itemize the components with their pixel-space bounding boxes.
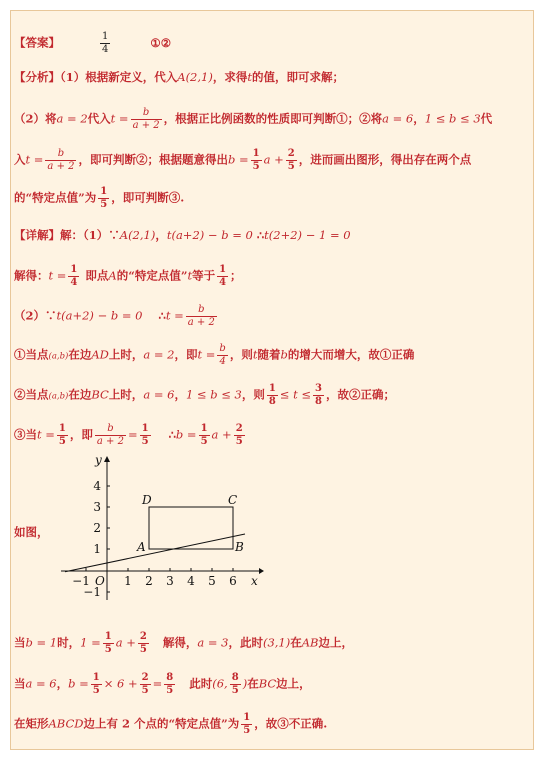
x-tick-label: 6 [229, 574, 237, 588]
analysis-line-4: 的“特定点值”为 $\frac{1}{5}$ ，即可判断③. [14, 186, 185, 210]
analysis-line-2: （2）将a = 2代入t = $\frac{b}{a + 2}$ ，根据正比例函数的性质即可判断①；②将a = 6，1 ≤ b ≤ 3代 [14, 107, 493, 131]
x-tick-label: 5 [208, 574, 216, 588]
solution-line-4: ①当点(a,b)在边AD上时，a = 2，即t = $\frac{b}{4}$ ，则t随着b的增大而增大，故①正确 [14, 343, 415, 367]
x-axis-label: x [251, 574, 258, 588]
solution-line-8: 当a = 6，b = $\frac{1}{5}$ × 6 + $\frac{2}{5}$ = $\frac{8}{5}$ 此时(6, $\frac{8}{5}$ )在BC边上， [14, 672, 311, 696]
solution-line-3: （2）∵t(a+2) − b = 0 ∴t = $\frac{b}{a + 2}$ [14, 304, 215, 328]
origin-label: O [95, 574, 105, 588]
x-tick-label: 1 [124, 574, 132, 588]
y-tick-label: −1 [83, 585, 101, 599]
answer-tag: 【答案】 [14, 35, 60, 50]
figure-caption: 如图， [14, 525, 49, 539]
solution-line-9: 在矩形ABCD边上有 2 个点的“特定点值”为 $\frac{1}{5}$ ，故③不正确. [14, 712, 328, 736]
x-axis-arrow [259, 568, 264, 574]
y-axis-label: y [95, 453, 102, 467]
answer-line [14, 31, 171, 56]
x-tick-label: 4 [187, 574, 195, 588]
analysis-line-3: 入t = $\frac{b}{a + 2}$ ，即可判断②；根据题意得出b = $\frac{1}{5}$ a + $\frac{2}{5}$ ，进而画出图形，得出存在两个点 [14, 148, 472, 172]
vertex-b-label: B [235, 540, 244, 554]
solution-line-5: ②当点(a,b)在边BC上时，a = 6，1 ≤ b ≤ 3，则 $\frac{1}{8}$ ≤ t ≤ $\frac{3}{8}$ ，故②正确； [14, 383, 395, 407]
analysis-line-1: 【分析】（1）根据新定义，代入A(2,1)，求得t的值，即可求解； [14, 70, 344, 84]
rectangle-abcd [149, 507, 233, 549]
y-axis-arrow [104, 456, 110, 462]
vertex-c-label: C [228, 493, 238, 507]
solution-tag: 【详解】解： [14, 228, 83, 242]
x-tick-label: 2 [145, 574, 153, 588]
analysis-tag: 【分析】 [14, 70, 60, 84]
answer-value-2: ①② [150, 35, 172, 50]
solution-line-2: 解得：t = $\frac{1}{4}$ 即点A的“特定点值”t等于 $\frac{1}{4}$ ； [14, 264, 242, 288]
solution-line-1: 【详解】解：（1）∵A(2,1)，t(a+2) − b = 0 ∴t(2+2) − 1 = 0 [14, 228, 351, 242]
x-tick-label: −1 [72, 574, 90, 588]
y-tick-label: 3 [93, 500, 101, 514]
answer-value-1: $\frac{1}{4}$ [102, 31, 109, 55]
x-tick-label: 3 [166, 574, 174, 588]
y-tick-label: 4 [93, 479, 101, 493]
y-tick-label: 2 [93, 521, 101, 535]
vertex-a-label: A [137, 540, 146, 554]
solution-line-6: ③当t = $\frac{1}{5}$ ，即 $\frac{b}{a + 2}$ = $\frac{1}{5}$ ∴b = $\frac{1}{5}$ a + $\frac{2}{5}$ [14, 423, 243, 447]
line-b-eq [65, 534, 245, 572]
vertex-d-label: D [142, 493, 152, 507]
solution-line-7: 当b = 1时，1 = $\frac{1}{5}$ a + $\frac{2}{5}$ 解得，a = 3，此时(3,1)在AB边上， [14, 631, 353, 655]
coordinate-graph [55, 452, 265, 602]
y-tick-label: 1 [93, 542, 101, 556]
